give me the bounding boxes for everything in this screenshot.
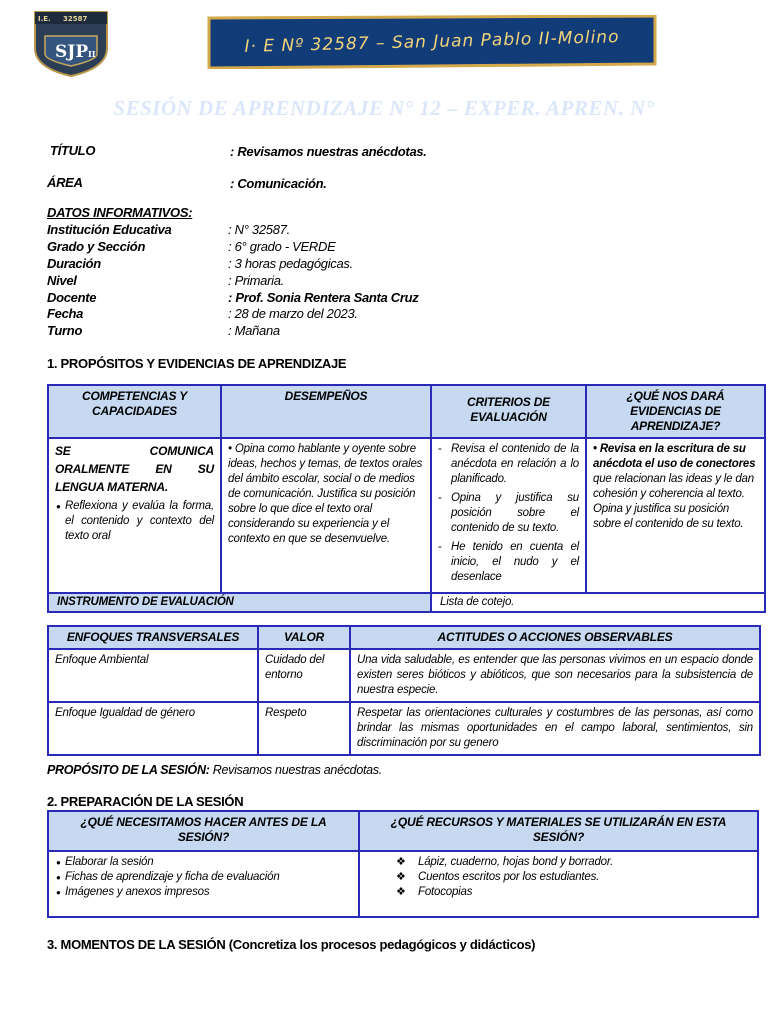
valor-cell: Cuidado del entorno: [258, 649, 350, 702]
recurso-item: ❖ Fotocopias: [396, 885, 751, 900]
info-label-turno: Turno: [47, 323, 83, 338]
info-label-grado: Grado y Sección: [47, 239, 146, 254]
instrumento-label: INSTRUMENTO DE EVALUACIÓN: [48, 593, 431, 612]
competencia-cell: [48, 438, 221, 593]
criterio-item: - He tenido en cuenta el inicio, el nudo y el desenlace: [438, 540, 579, 585]
info-label-fecha: Fecha: [47, 306, 84, 321]
logo-initials: SJP: [55, 42, 89, 62]
header-recursos: ¿QUÉ RECURSOS Y MATERIALES SE UTILIZARÁN EN ESTA SESIÓN?: [359, 811, 758, 851]
header-antes: ¿QUÉ NECESITAMOS HACER ANTES DE LA SESIÓN?: [48, 811, 359, 851]
capacidad-text: ● Reflexiona y evalúa la forma, el contenido y contexto del texto oral: [65, 499, 214, 544]
criterio-item: - Revisa el contenido de la anécdota en relación a lo planificado.: [438, 442, 579, 487]
logo-top-text: I.E.: [38, 15, 51, 23]
proposito-label: PROPÓSITO DE LA SESIÓN:: [47, 763, 210, 777]
titulo-value: : Revisamos nuestras anécdotas.: [230, 144, 427, 159]
info-label-institucion: Institución Educativa: [47, 222, 172, 237]
competencia-text: SE COMUNICA ORALMENTE EN SU LENGUA MATERNA.: [55, 444, 214, 494]
recurso-item: ❖ Cuentos escritos por los estudiantes.: [396, 870, 751, 885]
antes-item: ● Elaborar la sesión: [65, 855, 352, 870]
enfoques-table: [47, 625, 761, 756]
proposito-value: Revisamos nuestras anécdotas.: [209, 763, 382, 777]
info-label-duracion: Duración: [47, 256, 101, 271]
evidencia-bold-text: • Revisa en la escritura de su anécdota el uso de conectores: [593, 443, 756, 470]
header-valor: VALOR: [258, 626, 350, 649]
evidencias-cell: [586, 438, 765, 593]
header-banner: [207, 15, 657, 69]
actitud-cell: Una vida saludable, es entender que las personas vivimos en un espacio donde existen seres bióticos y abióticos, que son necesarios para la subsistencia de nuestra especie.: [350, 649, 760, 702]
titulo-label: TÍTULO: [50, 143, 96, 158]
recurso-item: ❖ Lápiz, cuaderno, hojas bond y borrador.: [396, 855, 751, 870]
info-value-nivel: : Primaria.: [228, 273, 284, 288]
evidencia-rest-text: que relacionan las ideas y le dan cohesión y coherencia al texto. Opina y justifica su posición sobre el contenido de su texto.: [593, 473, 754, 530]
info-value-fecha: : 28 de marzo del 2023.: [228, 306, 358, 321]
enfoque-cell: Enfoque Ambiental: [48, 649, 258, 702]
desempeno-text: • Opina como hablante y oyente sobre ideas, hechos y temas, de textos orales del ámbito escolar, social o de medios de comunicación. Justifica su posición sobre lo que dice el texto oral considerando su experiencia y el contexto en que se desenvuelve.: [228, 443, 423, 545]
header-competencias: COMPETENCIAS Y CAPACIDADES: [48, 385, 221, 438]
criterios-cell: [431, 438, 586, 593]
antes-cell: [48, 851, 359, 917]
info-value-duracion: : 3 horas pedagógicas.: [228, 256, 353, 271]
proposito-line: [47, 763, 382, 777]
header-desempenos: DESEMPEÑOS: [221, 385, 431, 438]
criterio-item: - Opina y justifica su posición sobre el contenido de su texto.: [438, 491, 579, 536]
logo-number: 32587: [63, 15, 88, 23]
antes-item: ● Fichas de aprendizaje y ficha de evaluación: [65, 870, 352, 885]
enfoque-cell: Enfoque Igualdad de género: [48, 702, 258, 755]
session-title: SESIÓN DE APRENDIZAJE N° 12 – EXPER. APREN. N°: [113, 96, 655, 120]
section1-heading: 1. PROPÓSITOS Y EVIDENCIAS DE APRENDIZAJE: [47, 356, 347, 371]
school-logo: [33, 10, 109, 78]
info-label-docente: Docente: [47, 290, 97, 305]
propositos-table: [47, 384, 766, 613]
area-value: : Comunicación.: [230, 176, 327, 191]
section3-heading: 3. MOMENTOS DE LA SESIÓN (Concretiza los procesos pedagógicos y didácticos): [47, 937, 536, 952]
instrumento-value: Lista de cotejo.: [431, 593, 765, 612]
info-value-docente: : Prof. Sonia Rentera Santa Cruz: [228, 290, 419, 305]
header-criterios: CRITERIOS DE EVALUACIÓN: [431, 385, 586, 438]
preparacion-table: [47, 810, 759, 918]
header-actitudes: ACTITUDES O ACCIONES OBSERVABLES: [350, 626, 760, 649]
valor-cell: Respeto: [258, 702, 350, 755]
header-evidencias: ¿QUÉ NOS DARÁ EVIDENCIAS DE APRENDIZAJE?: [586, 385, 765, 438]
recursos-cell: [359, 851, 758, 917]
actitud-cell: Respetar las orientaciones culturales y costumbres de las personas, así como brindar las mismas oportunidades en el campo laboral, sentimientos, sin discriminación por su genero: [350, 702, 760, 755]
antes-item: ● Imágenes y anexos impresos: [65, 885, 352, 900]
section2-heading: 2. PREPARACIÓN DE LA SESIÓN: [47, 794, 244, 809]
header-enfoques: ENFOQUES TRANSVERSALES: [48, 626, 258, 649]
info-value-turno: : Mañana: [228, 323, 280, 338]
logo-suffix: II: [88, 49, 96, 59]
info-label-nivel: Nivel: [47, 273, 77, 288]
datos-informativos-label: DATOS INFORMATIVOS:: [47, 205, 193, 220]
info-value-grado: : 6° grado - VERDE: [228, 239, 336, 254]
banner-title: I· E Nº 32587 – San Juan Pablo II-Molino: [244, 27, 620, 57]
desempeno-cell: [221, 438, 431, 593]
info-value-institucion: : N° 32587.: [228, 222, 290, 237]
area-label: ÁREA: [47, 175, 83, 190]
